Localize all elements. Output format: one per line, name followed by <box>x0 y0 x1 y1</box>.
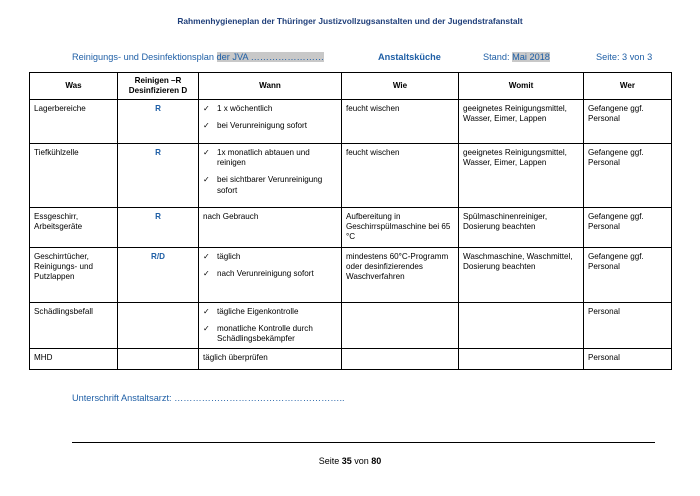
cell-rd: R <box>118 144 199 208</box>
cell-wie: Aufbereitung in Geschirrspülmaschine bei 65 °C <box>342 208 459 247</box>
check-icon: ✓ <box>203 175 210 185</box>
wann-item: ✓ 1 x wöchentlich <box>203 104 273 114</box>
cell-womit: geeignetes Reinigungsmittel, Wasser, Eimer, Lappen <box>459 100 584 144</box>
table-row <box>30 144 672 208</box>
wann-checklist <box>203 104 337 131</box>
cell-wann: täglich überprüfen <box>199 348 342 369</box>
cell-wer: Gefangene ggf. Personal <box>584 100 672 144</box>
stand-date: Mai 2018 <box>512 52 550 62</box>
cell-rd <box>118 348 199 369</box>
cell-wann <box>199 247 342 302</box>
wann-item: ✓ monatliche Kontrolle durch Schädlingsbekämpfer <box>203 323 313 343</box>
wann-item: ✓ täglich <box>203 251 241 261</box>
table-row <box>30 247 672 302</box>
table-header-row <box>30 73 672 100</box>
col-header-wie: Wie <box>342 73 459 100</box>
col-header-wann: Wann <box>199 73 342 100</box>
cell-wann <box>199 302 342 348</box>
stand-label-text: Stand: <box>483 52 513 62</box>
col-header-reinigen-desinfizieren <box>118 73 199 100</box>
wann-item: ✓ bei sichtbarer Verunreinigung sofort <box>203 175 323 195</box>
cell-was: MHD <box>30 348 118 369</box>
cell-was: Essgeschirr, Arbeitsgeräte <box>30 208 118 247</box>
cell-wer: Gefangene ggf. Personal <box>584 208 672 247</box>
cell-wer: Personal <box>584 348 672 369</box>
cell-womit <box>459 348 584 369</box>
wann-item: ✓ nach Verunreinigung sofort <box>203 268 314 278</box>
col-header-rd-line1: Reinigen –R <box>134 76 182 85</box>
cell-wie: mindestens 60°C-Programm oder desinfizierendes Waschverfahren <box>342 247 459 302</box>
page-info: Seite: 3 von 3 <box>596 52 653 62</box>
table-row <box>30 302 672 348</box>
cell-was: Schädlingsbefall <box>30 302 118 348</box>
col-header-was: Was <box>30 73 118 100</box>
document-title: Rahmenhygieneplan der Thüringer Justizvollzugsanstalten und der Jugendstrafanstalt <box>177 16 523 26</box>
footer-divider <box>72 442 655 443</box>
check-icon: ✓ <box>203 104 210 114</box>
check-icon: ✓ <box>203 148 210 158</box>
cell-rd: R <box>118 208 199 247</box>
plan-label <box>72 52 324 62</box>
check-icon: ✓ <box>203 251 210 261</box>
wann-checklist <box>203 148 337 195</box>
cell-rd <box>118 302 199 348</box>
cell-womit: Waschmaschine, Waschmittel, Dosierung beachten <box>459 247 584 302</box>
cell-wie: feucht wischen <box>342 100 459 144</box>
cell-was: Lagerbereiche <box>30 100 118 144</box>
cell-wer: Gefangene ggf. Personal <box>584 144 672 208</box>
plan-jva-highlight: der JVA …………………… <box>216 52 325 62</box>
cell-rd: R <box>118 100 199 144</box>
footer-middle: von <box>351 456 372 466</box>
table-row <box>30 100 672 144</box>
check-icon: ✓ <box>203 121 210 131</box>
cell-wer: Gefangene ggf. Personal <box>584 247 672 302</box>
cell-wie <box>342 348 459 369</box>
cell-wie: feucht wischen <box>342 144 459 208</box>
col-header-womit: Womit <box>459 73 584 100</box>
check-icon: ✓ <box>203 306 210 316</box>
area-label: Anstaltsküche <box>378 52 441 62</box>
cell-womit <box>459 302 584 348</box>
plan-label-text: Reinigungs- und Desinfektionsplan <box>72 52 217 62</box>
table-row <box>30 348 672 369</box>
footer-total-pages: 80 <box>371 456 382 466</box>
cell-rd: R/D <box>118 247 199 302</box>
stand-label <box>483 52 550 62</box>
cell-was: Tiefkühlzelle <box>30 144 118 208</box>
hygiene-plan-table <box>29 72 672 370</box>
table-row <box>30 208 672 247</box>
wann-item: ✓ 1x monatlich abtauen und reinigen <box>203 148 310 168</box>
cell-womit: Spülmaschinenreiniger, Dosierung beachten <box>459 208 584 247</box>
check-icon: ✓ <box>203 268 210 278</box>
cell-womit: geeignetes Reinigungsmittel, Wasser, Eimer, Lappen <box>459 144 584 208</box>
cell-wann: nach Gebrauch <box>199 208 342 247</box>
cell-wie <box>342 302 459 348</box>
check-icon: ✓ <box>203 323 210 333</box>
cell-was: Geschirrtücher, Reinigungs- und Putzlappen <box>30 247 118 302</box>
wann-checklist <box>203 252 337 279</box>
wann-checklist <box>203 307 337 344</box>
footer-page-number <box>0 456 700 466</box>
col-header-wer: Wer <box>584 73 672 100</box>
wann-item: ✓ tägliche Eigenkontrolle <box>203 306 299 316</box>
cell-wann <box>199 144 342 208</box>
wann-item: ✓ bei Verunreinigung sofort <box>203 121 307 131</box>
cell-wer: Personal <box>584 302 672 348</box>
signature-line: Unterschrift Anstaltsarzt: ……………………………………………….. <box>72 393 345 403</box>
col-header-rd-line2: Desinfizieren D <box>128 86 188 96</box>
footer-current-page: 35 <box>341 456 352 466</box>
cell-wann <box>199 100 342 144</box>
footer-prefix: Seite <box>318 456 342 466</box>
